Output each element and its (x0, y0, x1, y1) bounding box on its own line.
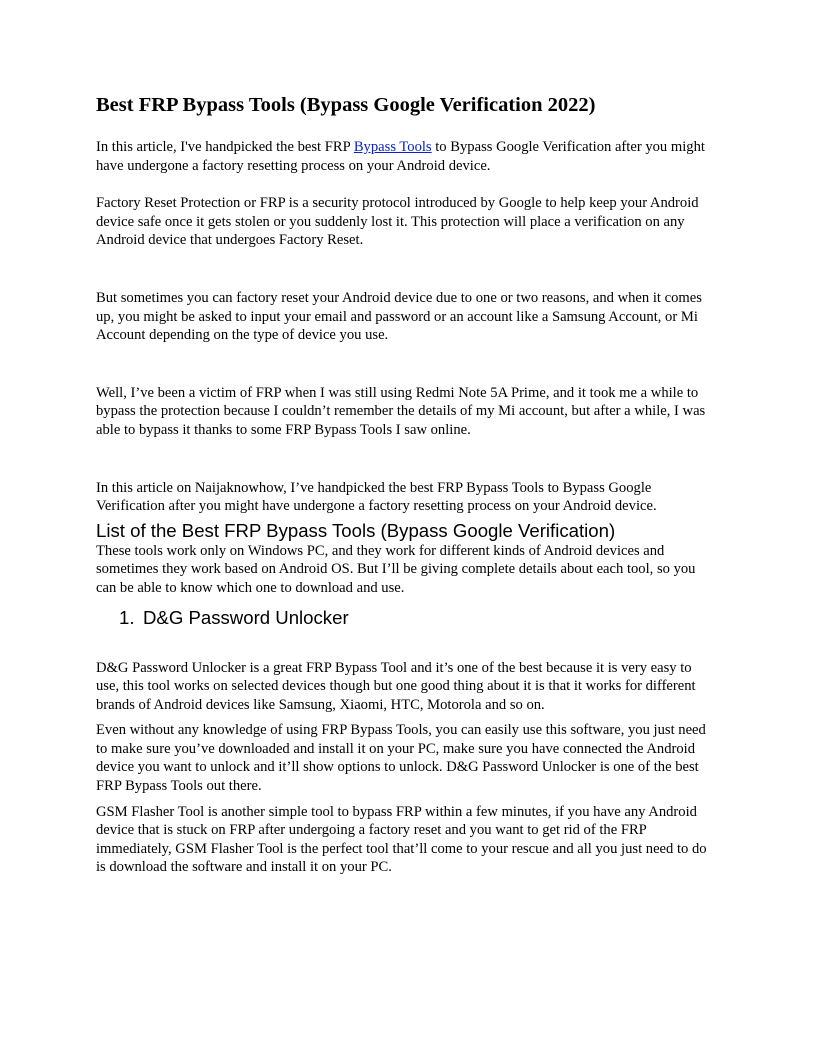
intro-paragraph (96, 138, 716, 175)
gsm-paragraph: GSM Flasher Tool is another simple tool to bypass FRP within a few minutes, if you have any Android device that is stuck on FRP after undergoing a factory reset and you want to get rid of the FRP immediately, GSM Flasher Tool is the perfect tool that’ll come to your rescue and all you just need to do is download the software and install it on your PC. (96, 803, 707, 876)
list-item-heading-1 (96, 606, 716, 630)
frp-definition-paragraph: Factory Reset Protection or FRP is a security protocol introduced by Google to help keep your Android device safe once it gets stolen or you suddenly lost it. This protection will place a verification on any Android device that undergoes Factory Reset. (96, 195, 699, 249)
list-item-number: 1. (119, 606, 135, 628)
tools-paragraph: These tools work only on Windows PC, and they work for different kinds of Android devices and sometimes they work based on Android OS. But I’ll be giving complete details about each tool, so you can be able to know which one to download and use. (96, 542, 696, 596)
reasons-paragraph: But sometimes you can factory reset your Android device due to one or two reasons, and when it comes up, you might be asked to input your email and password or an account like a Samsung Account, or Mi Account depending on the type of device you use. (96, 289, 702, 344)
article-title: Best FRP Bypass Tools (Bypass Google Verification 2022) (96, 94, 596, 116)
intro-text-start: In this article, I've handpicked the best FRP (96, 139, 354, 155)
intro-text-end: to Bypass Google Verification after you might have undergone a factory resetting process on your Android device. (96, 139, 705, 174)
dg-paragraph-1: D&G Password Unlocker is a great FRP Bypass Tool and it’s one of the best because it is very easy to use, this tool works on selected devices though but one good thing about it is that it works for different brands of Android devices like Samsung, Xiaomi, HTC, Motorola and so on. (96, 659, 696, 713)
list-item-title: D&G Password Unlocker (143, 606, 349, 628)
list-heading: List of the Best FRP Bypass Tools (Bypass Google Verification) (96, 519, 616, 541)
document-page (96, 92, 716, 877)
naijaknowhow-paragraph: In this article on Naijaknowhow, I’ve handpicked the best FRP Bypass Tools to Bypass Google Verification after you might have undergone a factory resetting process on your Android device. (96, 479, 657, 515)
victim-paragraph: Well, I’ve been a victim of FRP when I was still using Redmi Note 5A Prime, and it took me a while to bypass the protection because I couldn’t remember the details of my Mi account, but after a while, I was able to bypass it thanks to some FRP Bypass Tools I saw online. (96, 384, 706, 438)
bypass-tools-link[interactable]: Bypass Tools (353, 139, 432, 155)
dg-paragraph-2: Even without any knowledge of using FRP Bypass Tools, you can easily use this software, you just need to make sure you’ve downloaded and install it on your PC, make sure you have connected the Android device you want to unlock and it’ll show options to unlock. D&G Password Unlocker is one of the best FRP Bypass Tools out there. (96, 722, 706, 795)
